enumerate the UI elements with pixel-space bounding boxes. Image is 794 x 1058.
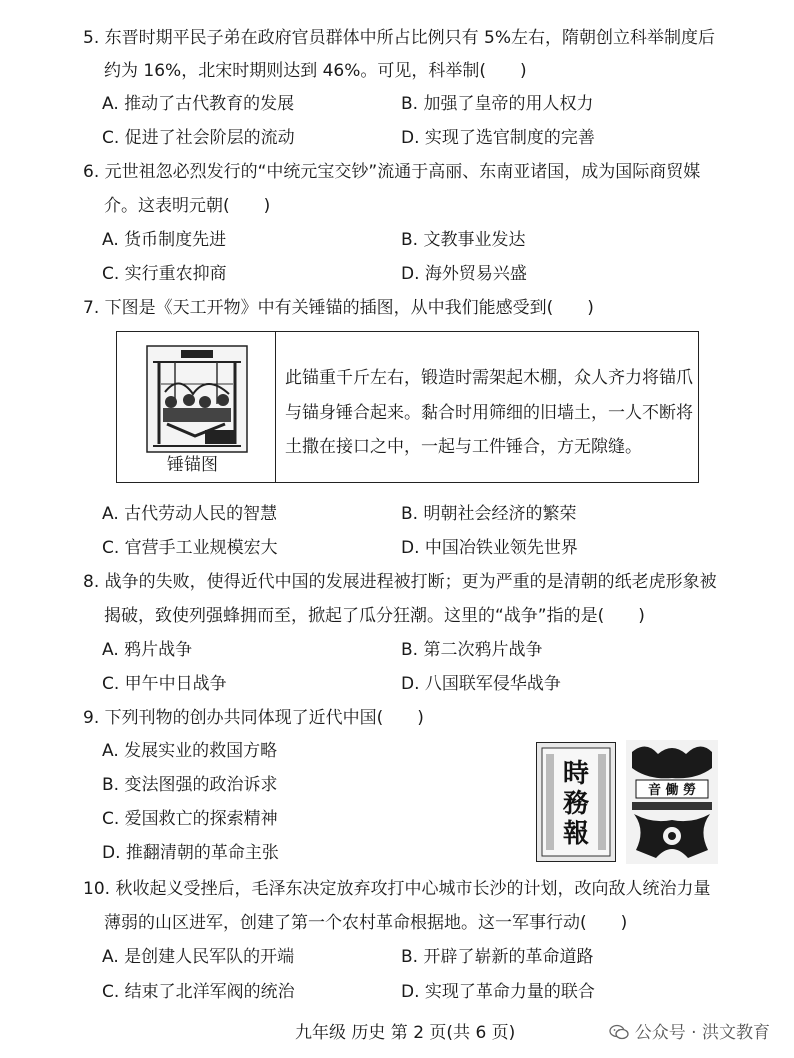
q8-option-c: C. 甲午中日战争 <box>102 674 227 694</box>
q8-stem-line1: 8. 战争的失败，使得近代中国的发展进程被打断；更为严重的是清朝的纸老虎形象被 <box>83 572 717 592</box>
q8-stem-line2: 揭破，致使列强蜂拥而至，掀起了瓜分狂潮。这里的“战争”指的是( ) <box>104 606 645 626</box>
q7-option-a: A. 古代劳动人民的智慧 <box>102 504 278 524</box>
q5-option-a: A. 推动了古代教育的发展 <box>102 94 295 114</box>
q9-option-a: A. 发展实业的救国方略 <box>102 741 278 761</box>
q8-option-a: A. 鸦片战争 <box>102 640 193 660</box>
q9-option-d: D. 推翻清朝的革命主张 <box>102 843 279 863</box>
wechat-icon <box>609 1024 629 1040</box>
q5-stem-line1: 5. 东晋时期平民子弟在政府官员群体中所占比例只有 5%左右，隋朝创立科举制度后 <box>83 28 715 48</box>
figure-divider <box>275 332 276 482</box>
q10-option-d: D. 实现了革命力量的联合 <box>401 982 595 1002</box>
svg-text:音 働 勞: 音 働 勞 <box>647 783 697 798</box>
figure-text-line1: 此锚重千斤左右，锻造时需架起木棚，众人齐力将锚爪 <box>285 368 693 388</box>
svg-text:報: 報 <box>562 819 590 849</box>
q7-figure-box <box>116 331 699 483</box>
q10-option-c: C. 结束了北洋军阀的统治 <box>102 982 295 1002</box>
q6-option-b: B. 文教事业发达 <box>401 230 526 250</box>
q5-stem-line2: 约为 16%，北宋时期则达到 46%。可见，科举制( ) <box>104 61 527 81</box>
figure-text-line2: 与锚身锤合起来。黏合时用筛细的旧墙土，一人不断将 <box>285 403 693 423</box>
q6-option-c: C. 实行重农抑商 <box>102 264 227 284</box>
shiwubao-masthead-image <box>536 742 616 862</box>
q7-option-b: B. 明朝社会经济的繁荣 <box>401 504 577 524</box>
hammering-anchor-illustration <box>145 344 249 454</box>
q6-option-d: D. 海外贸易兴盛 <box>401 264 527 284</box>
q10-option-b: B. 开辟了崭新的革命道路 <box>401 947 594 967</box>
q7-option-c: C. 官营手工业规模宏大 <box>102 538 278 558</box>
svg-text:務: 務 <box>562 789 590 819</box>
q10-stem-line1: 10. 秋收起义受挫后，毛泽东决定放弃攻打中心城市长沙的计划，改向敌人统治力量 <box>83 879 711 899</box>
q6-option-a: A. 货币制度先进 <box>102 230 227 250</box>
watermark-text: 公众号 · 洪文教育 <box>634 1023 770 1043</box>
q5-option-b: B. 加强了皇帝的用人权力 <box>401 94 594 114</box>
figure-text-line3: 土撒在接口之中，一起与工件锤合，方无隙缝。 <box>285 437 642 457</box>
page-footer: 九年级 历史 第 2 页(共 6 页) <box>295 1023 516 1043</box>
q8-option-b: B. 第二次鸦片战争 <box>401 640 543 660</box>
q7-stem: 7. 下图是《天工开物》中有关锤锚的插图，从中我们能感受到( ) <box>83 298 594 318</box>
q9-option-b: B. 变法图强的政治诉求 <box>102 775 278 795</box>
q9-stem: 9. 下列刊物的创办共同体现了近代中国( ) <box>83 708 424 728</box>
watermark <box>609 1018 770 1043</box>
q10-stem-line2: 薄弱的山区进军，创建了第一个农村革命根据地。这一军事行动( ) <box>104 913 628 933</box>
q6-stem-line1: 6. 元世祖忽必烈发行的“中统元宝交钞”流通于高丽、东南亚诸国，成为国际商贸媒 <box>83 162 701 182</box>
figure-caption: 锤锚图 <box>167 455 218 475</box>
q9-option-c: C. 爱国救亡的探索精神 <box>102 809 278 829</box>
q10-option-a: A. 是创建人民军队的开端 <box>102 947 295 967</box>
svg-text:時: 時 <box>562 759 590 789</box>
q7-option-d: D. 中国冶铁业领先世界 <box>401 538 578 558</box>
q5-option-c: C. 促进了社会阶层的流动 <box>102 128 295 148</box>
q8-option-d: D. 八国联军侵华战争 <box>401 674 561 694</box>
q5-option-d: D. 实现了选官制度的完善 <box>401 128 595 148</box>
q6-stem-line2: 介。这表明元朝( ) <box>104 196 271 216</box>
laodongyin-masthead-image <box>626 740 718 864</box>
